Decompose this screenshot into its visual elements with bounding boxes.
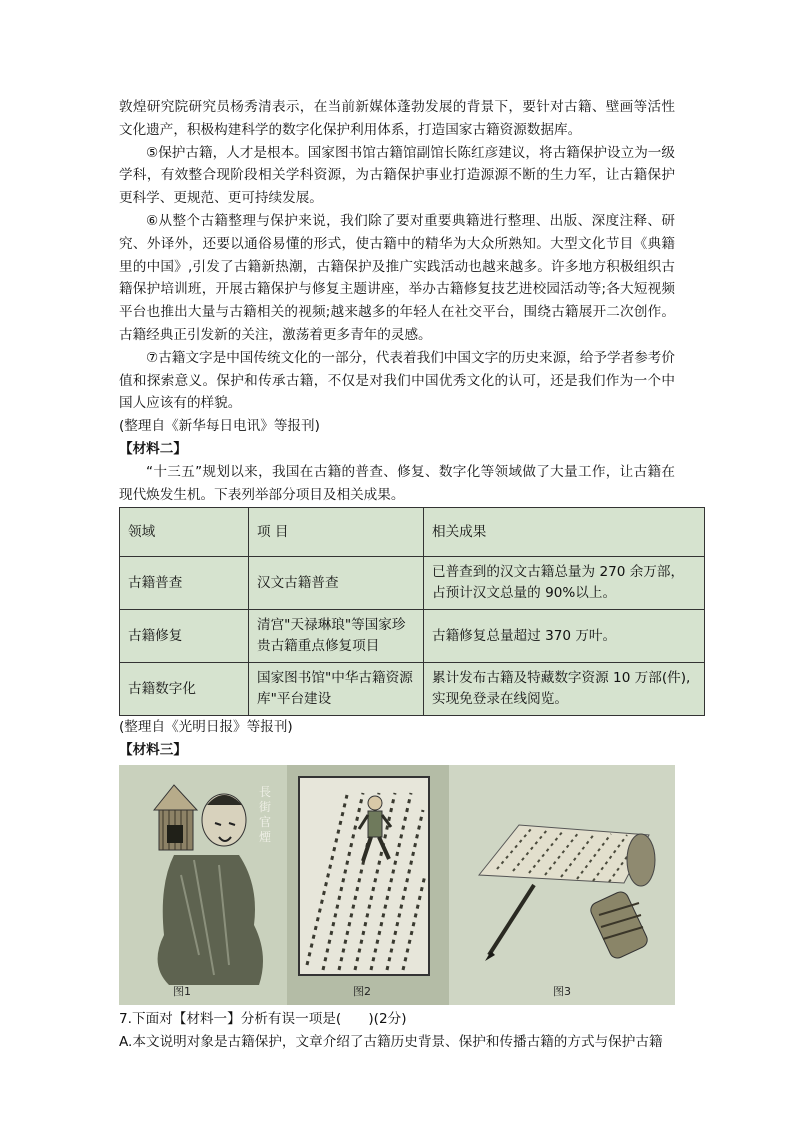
paragraph-6: ⑥从整个古籍整理与保护来说，我们除了要对重要典籍进行整理、出版、深度注释、研究、外译外，还要以通俗易懂的形式，使古籍中的精华为大众所熟知。大型文化节目《典籍里的中国》,引发了古籍新热潮，古籍保护及推广实践活动也越来越多。许多地方积极组织古籍保护培训班，开展古籍保护与修复主题讲座，举办古籍修复技艺进校园活动等;各大短视频平台也推出大量与古籍相关的视频;越来越多的年轻人在社交平台，围绕古籍展开二次创作。古籍经典正引发新的关注，激荡着更多青年的灵感。 [119,212,675,343]
table-cell: 累计发布古籍及特藏数字资源 10 万部(件),实现免登录在线阅览。 [424,663,705,716]
table-row [120,610,705,663]
table-header-cell: 项 目 [249,508,424,557]
paragraph-1: 敦煌研究院研究员杨秀清表示，在当前新媒体蓬勃发展的背景下，要针对古籍、壁画等活性文化遗产，积极构建科学的数字化保护利用体系，打造国家古籍资源数据库。 [119,99,675,138]
figure-2-illustration [287,765,449,1005]
paragraph-5: ⑤保护古籍，人才是根本。国家图书馆古籍馆副馆长陈红彦建议，将古籍保护设立为一级学科，有效整合现阶段相关学科资源，为古籍保护事业打造源源不断的生力军，让古籍保护更科学、更规范、更可持续发展。 [119,144,675,207]
figure-3-panel [449,765,675,1005]
figure-3-illustration [449,765,675,1005]
figure-1-inscription: 長街 官煙 [259,784,272,844]
paragraph-7: ⑦古籍文字是中国传统文化的一部分，代表着我们中国文字的历史来源，给予学者参考价值和探索意义。保护和传承古籍，不仅是对我们中国优秀文化的认可，还是我们作为一个中国人应该有的样貌。 [119,349,675,412]
table-cell: 清宫"天禄琳琅"等国家珍贵古籍重点修复项目 [249,610,424,663]
table-cell: 国家图书馆"中华古籍资源库"平台建设 [249,663,424,716]
source-note-2: (整理自《光明日报》等报刊) [119,719,293,736]
table-row [120,557,705,610]
material-2-label: 【材料二】 [119,440,187,457]
figure-2-panel [287,765,449,1005]
table-cell: 古籍普查 [120,557,249,610]
table-header-cell: 领域 [120,508,249,557]
question-7: 7.下面对【材料一】分析有误一项是( )(2分) [119,1010,407,1027]
table-header-cell: 相关成果 [424,508,705,557]
table-cell: 已普查到的汉文古籍总量为 270 余万部，占预计汉文总量的 90%以上。 [424,557,705,610]
figure-3-caption: 图3 [553,984,571,998]
table-cell: 古籍修复 [120,610,249,663]
source-note-1: (整理自《新华每日电讯》等报刊) [119,418,320,435]
figure-1-caption: 图1 [173,984,191,998]
table-cell: 古籍数字化 [120,663,249,716]
material-2-intro: “十三五”规划以来，我国在古籍的普查、修复、数字化等领域做了大量工作，让古籍在现代焕发生机。下表列举部分项目及相关成果。 [119,463,675,503]
figure-2-caption: 图2 [353,984,371,998]
table-row [120,663,705,716]
question-7-option-a: A.本文说明对象是古籍保护，文章介绍了古籍历史背景、保护和传播古籍的方式与保护古籍 [119,1033,663,1050]
table-header-row [120,508,705,557]
table-cell: 古籍修复总量超过 370 万叶。 [424,610,705,663]
table-cell: 汉文古籍普查 [249,557,424,610]
material-3-figure [119,765,675,1005]
document-page [119,96,691,1054]
achievement-table [119,507,705,716]
figure-1-panel [119,765,287,1005]
material-3-label: 【材料三】 [119,742,187,759]
